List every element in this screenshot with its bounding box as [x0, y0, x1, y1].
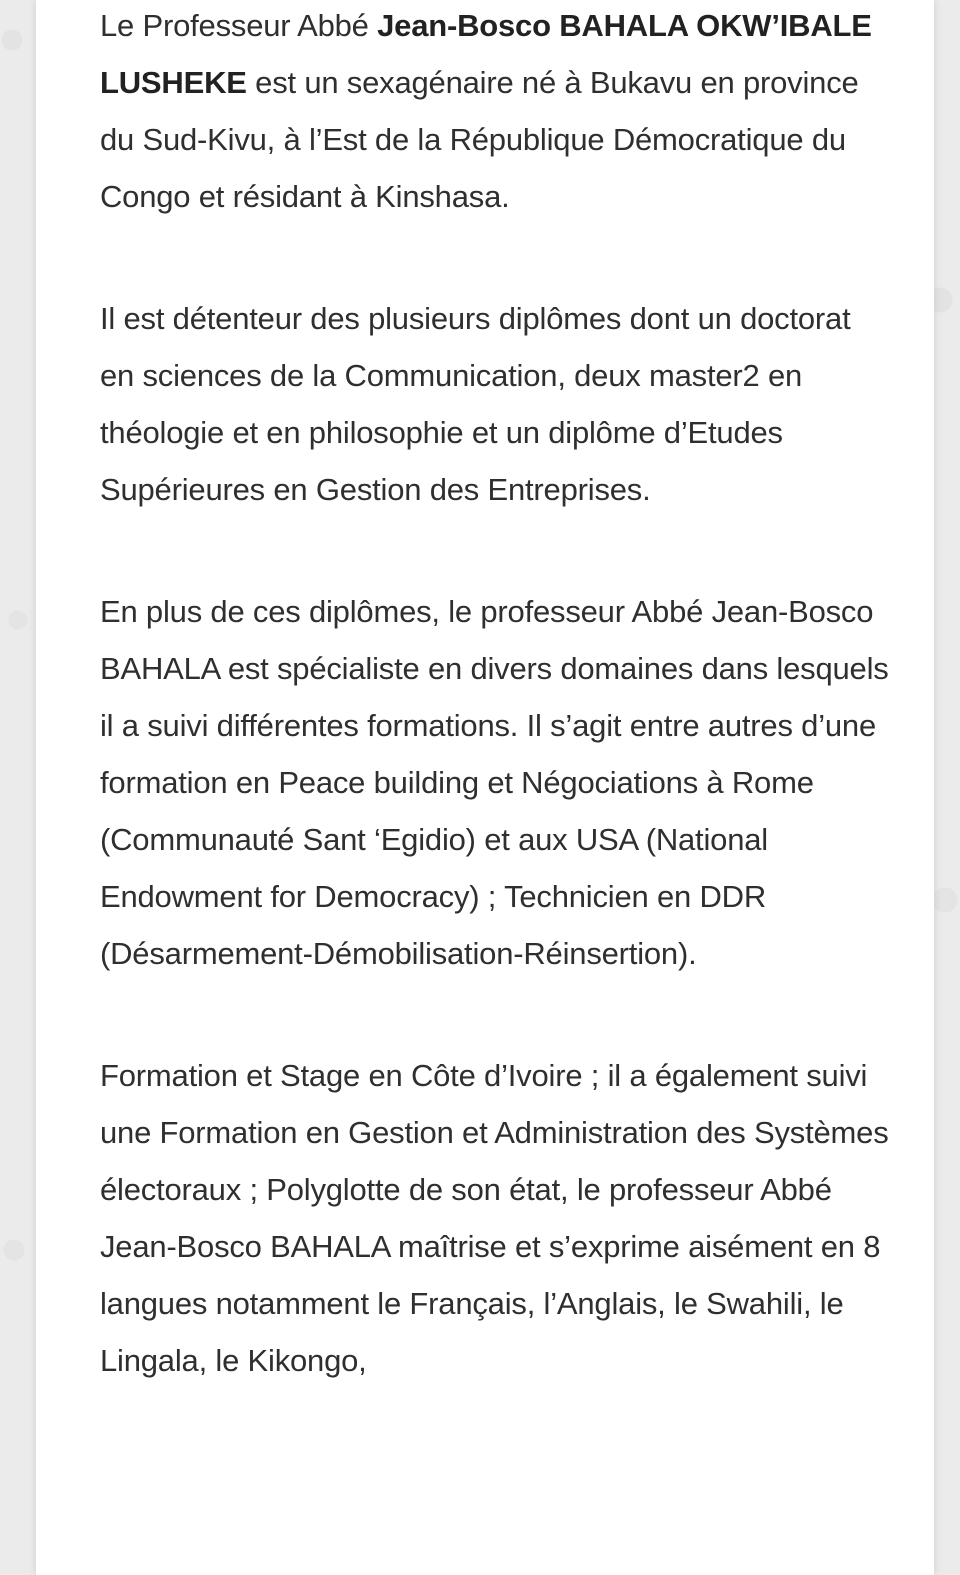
paragraph-languages: Formation et Stage en Côte d’Ivoire ; il a également suivi une Formation en Gestion et Administration des Systèmes électoraux ; Polyglotte de son état, le professeur Abbé Jean-Bosco BAHALA maîtrise et s’exprime aisément en 8 langues notamment le Français, l’Anglais, le Swahili, le Lingala, le Kikongo, [100, 1058, 889, 1378]
article-body [100, 0, 890, 1454]
intro-suffix: est un sexagénaire né à Bukavu en province du Sud-Kivu, à l’Est de la République Démocratique du Congo et résidant à Kinshasa. [100, 65, 859, 214]
intro-prefix: Le Professeur Abbé [100, 8, 378, 43]
person-name: Jean-Bosco BAHALA OKW’IBALE LUSHEKE [100, 8, 872, 100]
paragraph-biography-intro [100, 0, 890, 225]
paragraph-specialties: En plus de ces diplômes, le professeur Abbé Jean-Bosco BAHALA est spécialiste en divers domaines dans lesquels il a suivi différentes formations. Il s’agit entre autres d’une formation en Peace building et Négociations à Rome (Communauté Sant ‘Egidio) et aux USA (National Endowment for Democracy) ; Technicien en DDR (Désarmement-Démobilisation-Réinsertion). [100, 594, 889, 971]
article-card [36, 0, 934, 1575]
paragraph-diplomas: Il est détenteur des plusieurs diplômes dont un doctorat en sciences de la Communication, deux master2 en théologie et en philosophie et un diplôme d’Etudes Supérieures en Gestion des Entreprises. [100, 301, 851, 507]
